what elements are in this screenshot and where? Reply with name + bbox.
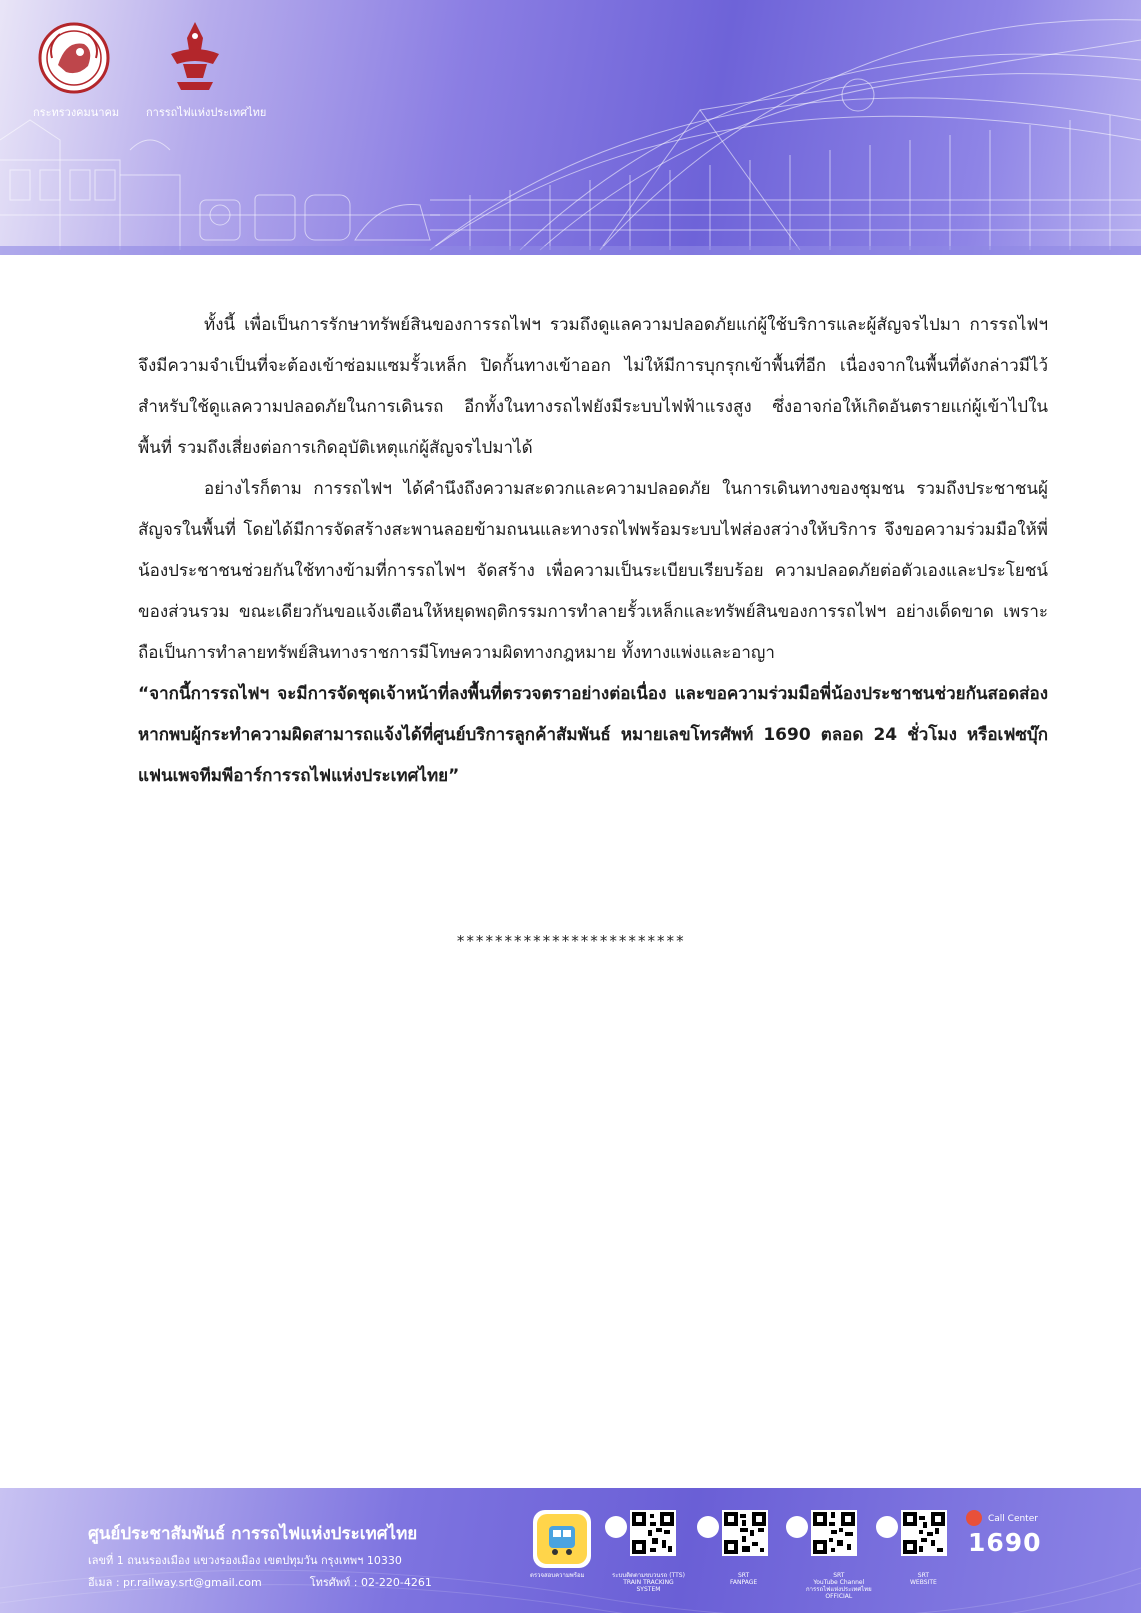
srt-logo	[163, 20, 227, 96]
youtube-icon	[786, 1516, 808, 1538]
qr-pattern-icon	[813, 1512, 855, 1554]
qr-pattern-icon	[903, 1512, 945, 1554]
youtube-qr-code[interactable]	[811, 1510, 857, 1556]
website-icon	[876, 1516, 898, 1538]
tts-caption: ระบบติดตามขบวนรถ (TTS) TRAIN TRACKING SYSTEM	[612, 1572, 685, 1593]
app-caption: ตรวจสอบความพร้อม	[530, 1572, 585, 1579]
footer-banner	[0, 1488, 1141, 1613]
fanpage-qr-code[interactable]	[722, 1510, 768, 1556]
qr-pattern-icon	[632, 1512, 674, 1554]
ministry-label: กระทรวงคมนาคม	[33, 106, 120, 119]
paragraph-1: ทั้งนี้ เพื่อเป็นการรักษาทรัพย์สินของการรถไฟฯ รวมถึงดูแลความปลอดภัยแก่ผู้ใช้บริการและผู้สัญจรไปมา การรถไฟฯ จึงมีความจำเป็นที่จะต้องเข้าซ่อมแซมรั้วเหล็ก ปิดกั้นทางเข้าออก ไม่ให้มีการบุกรุกเข้าพื้นที่อีก เนื่องจากในพื้นที่ดังกล่าวมีไว้สำหรับใช้ดูแลความปลอดภัยในการเดินรถ อีกทั้งในทางรถไฟยังมีระบบไฟฟ้าแรงสูง ซึ่งอาจก่อให้เกิดอันตรายแก่ผู้เข้าไปในพื้นที่ รวมถึงเสี่ยงต่อการเกิดอุบัติเหตุแก่ผู้สัญจรไปมาได้	[138, 315, 1048, 458]
qr-pattern-icon	[724, 1512, 766, 1554]
tts-icon	[605, 1516, 627, 1538]
train-app-icon[interactable]	[533, 1510, 591, 1568]
ministry-seal-logo	[38, 20, 110, 96]
call-center-number[interactable]: 1690	[968, 1528, 1042, 1557]
footer-phone: โทรศัพท์ : 02-220-4261	[309, 1576, 432, 1589]
website-caption: SRT WEBSITE	[910, 1572, 937, 1586]
paragraph-2: อย่างไรก็ตาม การรถไฟฯ ได้คำนึงถึงความสะดวกและความปลอดภัย ในการเดินทางของชุมชน รวมถึงประชาชนผู้สัญจรในพื้นที่ โดยได้มีการจัดสร้างสะพานลอยข้ามถนนและทางรถไฟพร้อมระบบไฟส่องสว่างให้บริการ จึงขอความร่วมมือให้พี่น้องประชาชนช่วยกันใช้ทางข้ามที่การรถไฟฯ จัดสร้าง เพื่อความเป็นระเบียบเรียบร้อย ความปลอดภัยต่อตัวเองและประโยชน์ของส่วนรวม ขณะเดียวกันขอแจ้งเตือนให้หยุดพฤติกรรมการทำลายรั้วเหล็กและทรัพย์สินของการรถไฟฯ อย่างเด็ดขาด เพราะถือเป็นการทำลายทรัพย์สินทางราชการมีโทษความผิดทางกฎหมาย ทั้งทางแพ่งและอาญา	[138, 479, 1048, 663]
call-center-label: Call Center	[988, 1514, 1038, 1524]
website-qr-code[interactable]	[901, 1510, 947, 1556]
header-banner	[0, 0, 1141, 255]
quote-paragraph: “จากนี้การรถไฟฯ จะมีการจัดชุดเจ้าหน้าที่ลงพื้นที่ตรวจตราอย่างต่อเนื่อง และขอความร่วมมือพี่น้องประชาชนช่วยกันสอดส่อง หากพบผู้กระทำความผิดสามารถแจ้งได้ที่ศูนย์บริการลูกค้าสัมพันธ์ หมายเลขโทรศัพท์ 1690 ตลอด 24 ชั่วโมง หรือเฟซบุ๊ก แฟนเพจทีมพีอาร์การรถไฟแห่งประเทศไทย”	[138, 684, 1048, 786]
tts-qr-code[interactable]	[630, 1510, 676, 1556]
youtube-caption: SRT YouTube Channel การรถไฟแห่งประเทศไทย OFFICIAL	[806, 1572, 872, 1600]
footer-title: ศูนย์ประชาสัมพันธ์ การรถไฟแห่งประเทศไทย	[88, 1524, 418, 1544]
call-center-icon	[966, 1510, 982, 1526]
end-separator: ************************	[456, 932, 685, 950]
footer-contact	[88, 1573, 432, 1591]
press-release-body	[138, 305, 1048, 797]
srt-label: การรถไฟแห่งประเทศไทย	[146, 106, 267, 119]
footer-address: เลขที่ 1 ถนนรองเมือง แขวงรองเมือง เขตปทุมวัน กรุงเทพฯ 10330	[88, 1554, 402, 1567]
like-icon	[697, 1516, 719, 1538]
footer-email: อีเมล : pr.railway.srt@gmail.com	[88, 1576, 262, 1589]
fanpage-caption: SRT FANPAGE	[730, 1572, 758, 1586]
